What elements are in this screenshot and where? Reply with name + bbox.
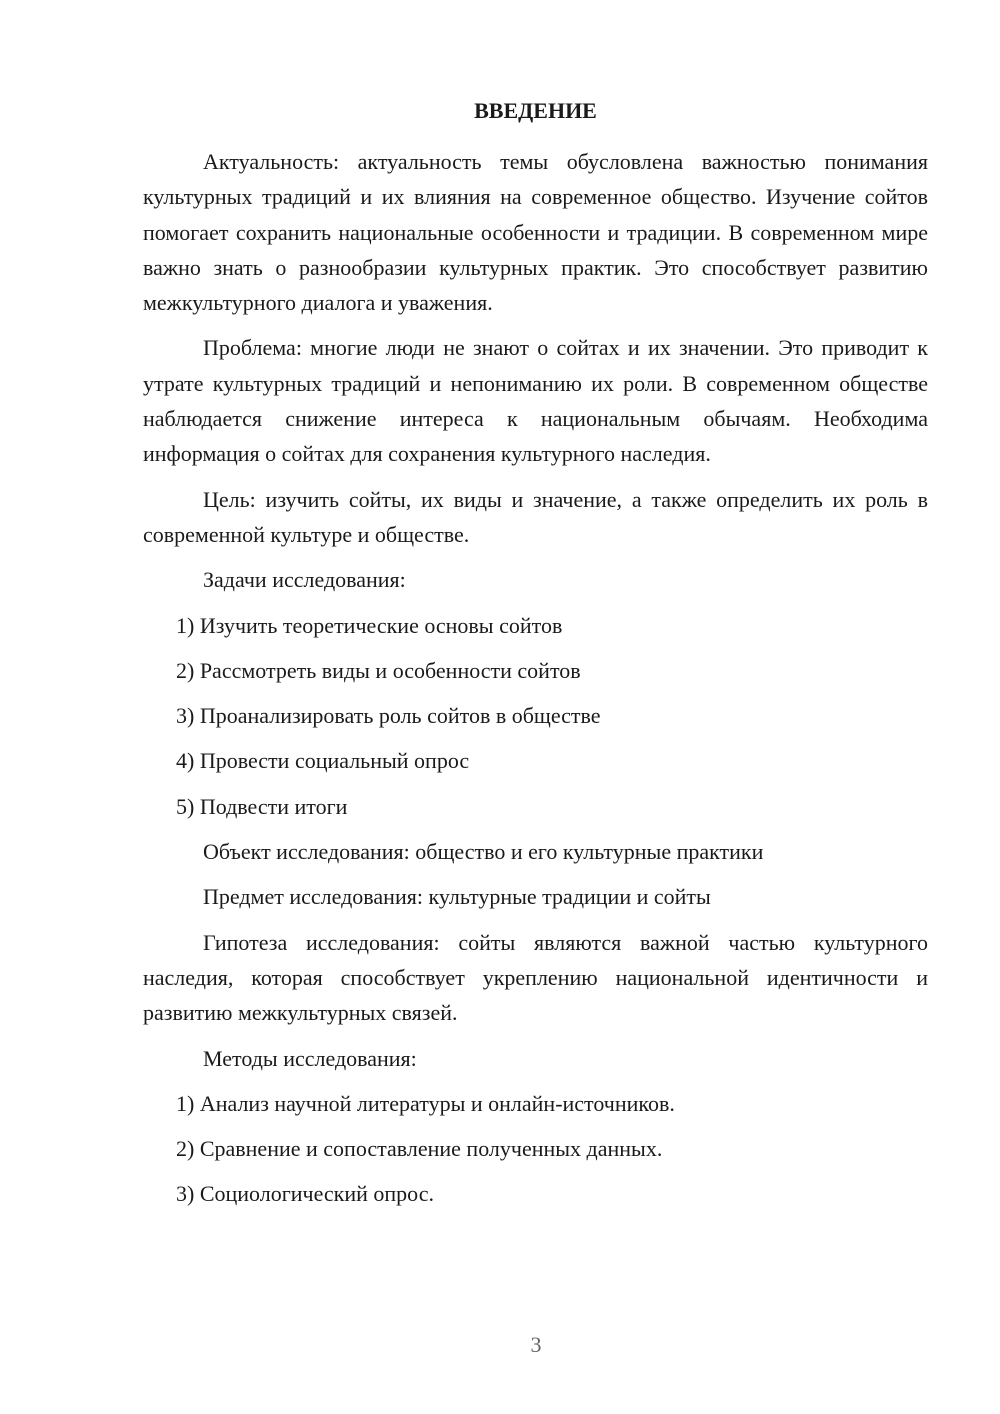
list-item: 5) Подвести итоги — [176, 793, 348, 819]
list-item: 1) Анализ научной литературы и онлайн-источников. — [176, 1090, 675, 1116]
page-title: ВВЕДЕНИЕ — [474, 98, 597, 123]
tasks-list — [143, 608, 928, 824]
relevance-paragraph: Актуальность: актуальность темы обусловлена важностью понимания культурных традиций и их влияния на современное общество. Изучение сойтов помогает сохранить национальные особенности и традиции. В современном мире важно знать о разнообразии культурных практик. Это способствует развитию межкультурного диалога и уважения. — [143, 149, 928, 316]
list-item: 2) Сравнение и сопоставление полученных данных. — [176, 1136, 663, 1162]
tasks-heading: Задачи исследования: — [203, 567, 406, 593]
subject-line: Предмет исследования: культурные традиции и сойты — [203, 884, 711, 910]
methods-list — [143, 1086, 928, 1212]
document-page — [143, 96, 928, 1222]
methods-heading: Методы исследования: — [203, 1045, 417, 1071]
problem-paragraph: Проблема: многие люди не знают о сойтах и их значении. Это приводит к утрате культурных традиций и непониманию их роли. В современном обществе наблюдается снижение интереса к национальным обычаям. Необходима информация о сойтах для сохранения культурного наследия. — [143, 335, 928, 467]
hypothesis-paragraph: Гипотеза исследования: сойты являются важной частью культурного наследия, которая способствует укреплению национальной идентичности и развитию межкультурных связей. — [143, 929, 928, 1026]
list-item: 3) Социологический опрос. — [176, 1181, 434, 1207]
list-item: 2) Рассмотреть виды и особенности сойтов — [176, 657, 581, 683]
list-item: 4) Провести социальный опрос — [176, 748, 470, 774]
list-item: 1) Изучить теоретические основы сойтов — [176, 612, 563, 638]
page-number: 3 — [530, 1332, 542, 1357]
object-line: Объект исследования: общество и его культурные практики — [203, 839, 764, 865]
goal-paragraph: Цель: изучить сойты, их виды и значение, а также определить их роль в современной культуре и обществе. — [143, 486, 928, 547]
list-item: 3) Проанализировать роль сойтов в обществе — [176, 703, 601, 729]
